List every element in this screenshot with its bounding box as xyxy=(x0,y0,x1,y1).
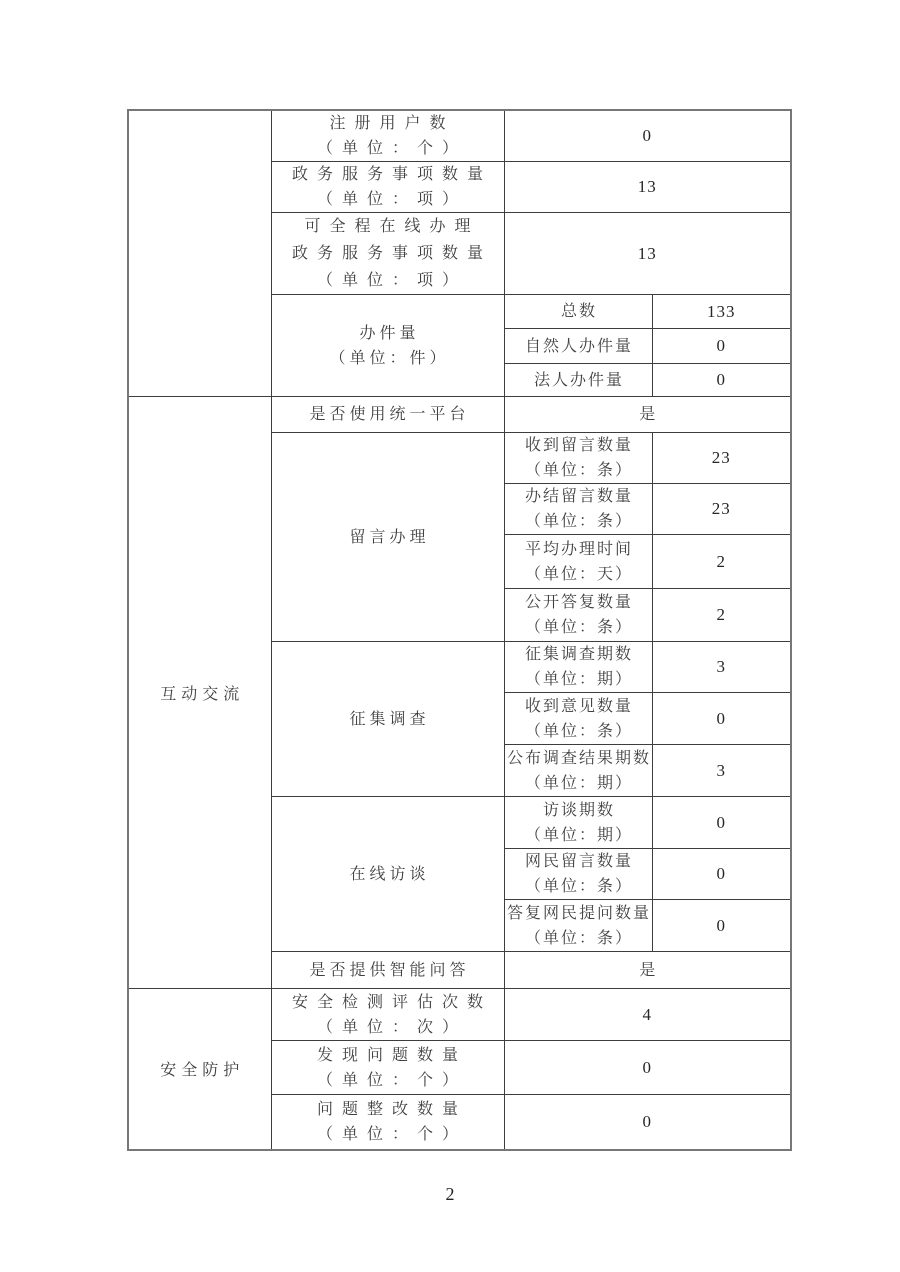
unit-text: （单位：条） xyxy=(524,878,633,895)
label-text: 发现问题数量 xyxy=(316,1046,467,1064)
value-cell-opinions-received: 0 xyxy=(652,693,791,745)
value-cell-problems-rectified: 0 xyxy=(504,1095,791,1150)
unit-text: （单位：条） xyxy=(524,722,633,740)
unit-text: （单位：个） xyxy=(316,1071,467,1089)
label-cell-problems-rectified xyxy=(271,1095,504,1150)
label-text: 办结留言数量 xyxy=(524,488,633,505)
value-cell-full-online-items: 13 xyxy=(504,213,791,295)
value-cell-netizen-messages: 0 xyxy=(652,849,791,900)
subgroup-cell-survey-collection: 征集调查 xyxy=(271,642,504,797)
label-cell-messages-resolved xyxy=(504,484,652,535)
label-text: 收到意见数量 xyxy=(524,697,633,715)
label-text: 问题整改数量 xyxy=(316,1100,467,1118)
label-cell-results-published xyxy=(504,745,652,797)
label-cell-public-replies xyxy=(504,589,652,642)
value-cell-case-natural-person: 0 xyxy=(652,329,791,364)
label-text: 公开答复数量 xyxy=(524,594,633,611)
label-text: 公布调查结果期数 xyxy=(506,749,651,767)
value-cell-interview-periods: 0 xyxy=(652,797,791,849)
unit-text: （单位：项） xyxy=(316,272,467,289)
label-cell-survey-periods xyxy=(504,642,652,693)
label-text: 平均办理时间 xyxy=(524,540,633,558)
value-cell-case-legal-person: 0 xyxy=(652,364,791,397)
value-cell-messages-received: 23 xyxy=(652,433,791,484)
group-cell-interaction: 互动交流 xyxy=(128,397,271,989)
unit-text: （单位：期） xyxy=(524,774,633,792)
unit-text: （单位：个） xyxy=(316,1125,467,1143)
value-cell-smart-qa: 是 xyxy=(504,952,791,989)
value-cell-case-total: 133 xyxy=(652,295,791,329)
group-cell-security: 安全防护 xyxy=(128,989,271,1150)
label-cell-messages-received xyxy=(504,433,652,484)
value-cell-service-items: 13 xyxy=(504,162,791,213)
label-cell-case-total: 总数 xyxy=(504,295,652,329)
label-text: 访谈期数 xyxy=(542,801,615,819)
label-cell-netizen-messages xyxy=(504,849,652,900)
unit-text: （单位：条） xyxy=(524,462,633,479)
unit-text: （单位：次） xyxy=(316,1018,467,1036)
unit-text: （单位：期） xyxy=(524,671,633,688)
unit-text: （单位：条） xyxy=(524,513,633,530)
value-cell-survey-periods: 3 xyxy=(652,642,791,693)
label-text: 注册用户数 xyxy=(329,115,455,132)
value-cell-results-published: 3 xyxy=(652,745,791,797)
label-cell-service-items xyxy=(271,162,504,213)
value-cell-messages-resolved: 23 xyxy=(652,484,791,535)
subgroup-cell-message-handling: 留言办理 xyxy=(271,433,504,642)
label-text: 办件量 xyxy=(359,324,420,342)
label-cell-case-legal-person: 法人办件量 xyxy=(504,364,652,397)
unit-text: （单位：期） xyxy=(524,826,633,844)
value-cell-public-replies: 2 xyxy=(652,589,791,642)
label-text: 可全程在线办理 xyxy=(304,218,480,235)
unit-text: （单位：天） xyxy=(524,565,633,583)
value-cell-registered-users: 0 xyxy=(504,110,791,162)
unit-text: （单位：条） xyxy=(524,619,633,636)
group-cell-section1 xyxy=(128,110,271,397)
label-text: 收到留言数量 xyxy=(524,437,633,454)
value-cell-security-assessments: 4 xyxy=(504,989,791,1041)
label-cell-full-online-items xyxy=(271,213,504,295)
label-cell-opinions-received xyxy=(504,693,652,745)
unit-text: （单位：条） xyxy=(524,929,633,947)
label-cell-registered-users xyxy=(271,110,504,162)
report-table xyxy=(127,109,792,1151)
value-cell-avg-handling-time: 2 xyxy=(652,535,791,589)
label-cell-security-assessments xyxy=(271,989,504,1041)
label-text: 网民留言数量 xyxy=(524,853,633,870)
label-cell-smart-qa: 是否提供智能问答 xyxy=(271,952,504,989)
label-cell-unified-platform: 是否使用统一平台 xyxy=(271,397,504,433)
label-text: 安全检测评估次数 xyxy=(291,993,492,1011)
label-text: 答复网民提问数量 xyxy=(506,904,651,922)
label-text: 政务服务事项数量 xyxy=(291,166,492,183)
subgroup-cell-case-volume xyxy=(271,295,504,397)
unit-text: （单位：个） xyxy=(316,140,467,157)
value-cell-unified-platform: 是 xyxy=(504,397,791,433)
label-text: 征集调查期数 xyxy=(524,646,633,663)
label-cell-interview-periods xyxy=(504,797,652,849)
label-cell-questions-answered xyxy=(504,900,652,952)
page-number: 2 xyxy=(445,1184,455,1204)
label-cell-problems-found xyxy=(271,1041,504,1095)
label-cell-avg-handling-time xyxy=(504,535,652,589)
label-cell-case-natural-person: 自然人办件量 xyxy=(504,329,652,364)
value-cell-questions-answered: 0 xyxy=(652,900,791,952)
subgroup-cell-online-interviews: 在线访谈 xyxy=(271,797,504,952)
unit-text: （单位：项） xyxy=(316,191,467,208)
unit-text: （单位：件） xyxy=(329,349,450,367)
label-text: 政务服务事项数量 xyxy=(291,245,492,262)
value-cell-problems-found: 0 xyxy=(504,1041,791,1095)
